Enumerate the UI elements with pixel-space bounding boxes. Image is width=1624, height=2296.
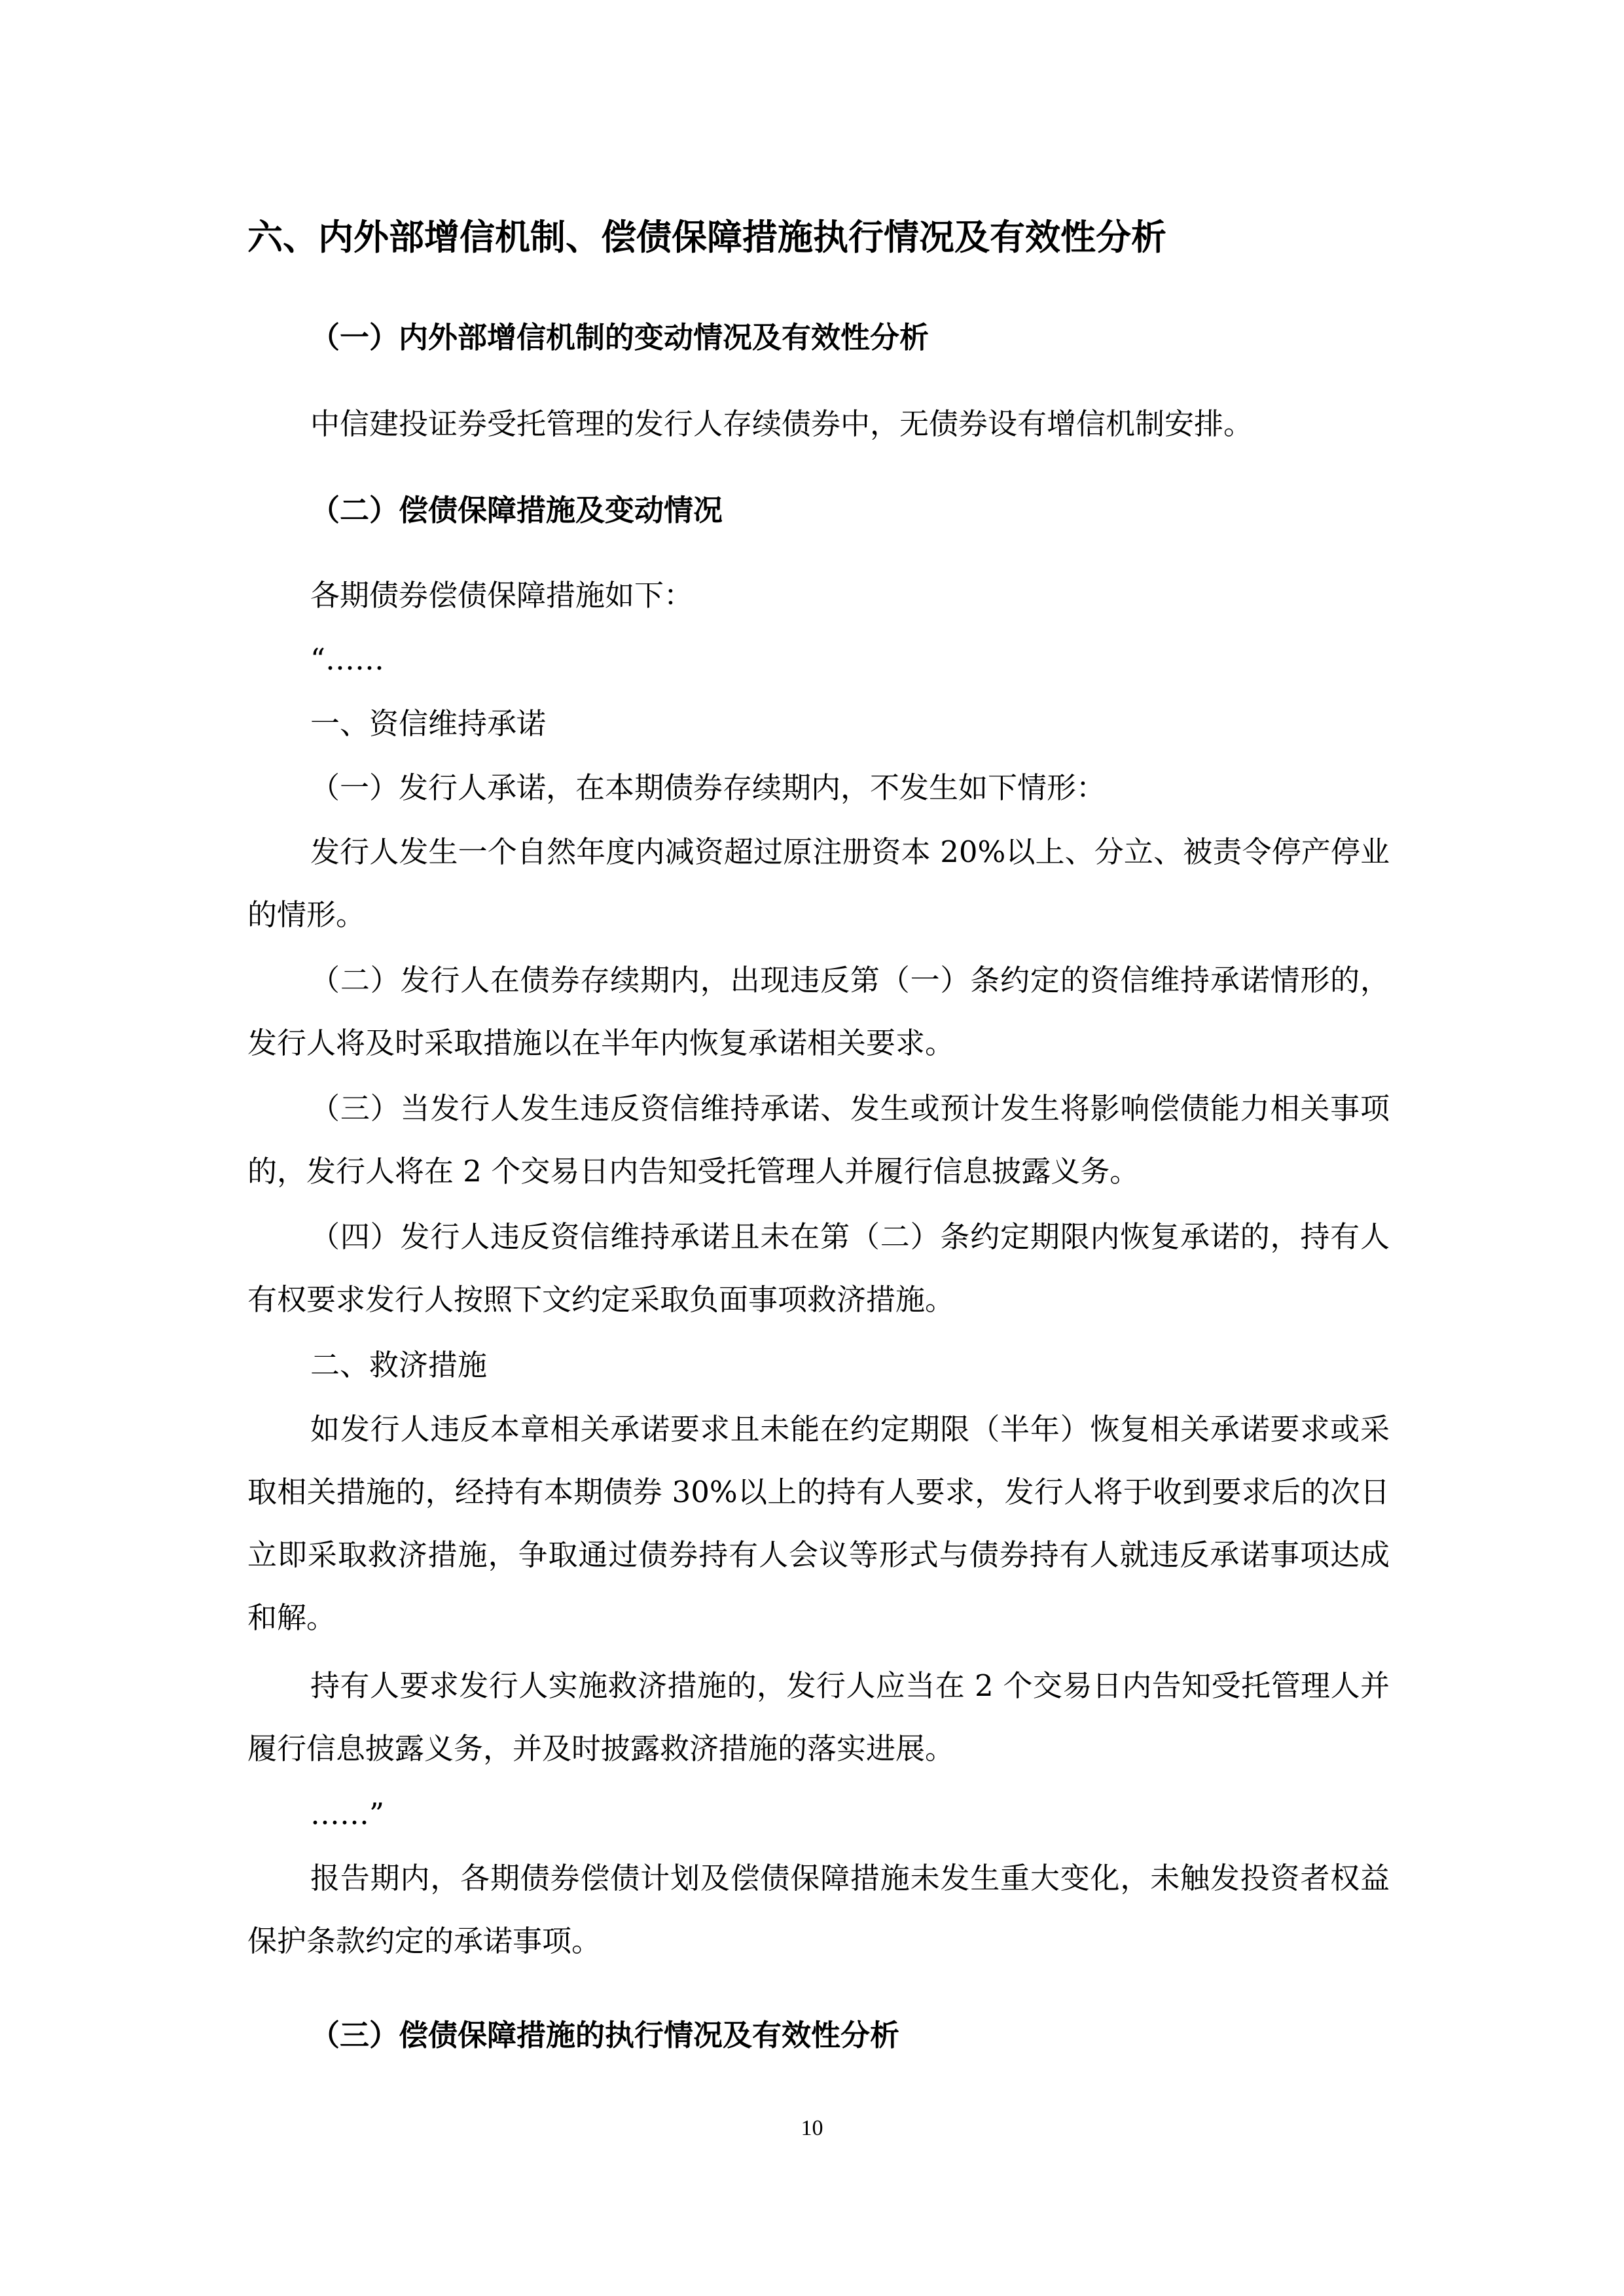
page-number: 10 [801,2116,823,2140]
paragraph: （四）发行人违反资信维持承诺且未在第（二）条约定期限内恢复承诺的，持有人有权要求发行人按照下文约定采取负面事项救济措施。 [247,1219,1390,1317]
subsection-title-1: （一）内外部增信机制的变动情况及有效性分析 [310,320,929,355]
paragraph: 中信建投证券受托管理的发行人存续债券中，无债券设有增信机制安排。 [310,406,1254,441]
subsection-title-3: （三）偿债保障措施的执行情况及有效性分析 [310,2018,900,2053]
section-heading: 六、内外部增信机制、偿债保障措施执行情况及有效性分析 [247,217,1166,258]
quote-open: “…… [310,642,385,677]
subsection-title-2: （二）偿债保障措施及变动情况 [310,493,723,528]
paragraph: （三）当发行人发生违反资信维持承诺、发生或预计发生将影响偿债能力相关事项的，发行人将在 2 个交易日内告知受托管理人并履行信息披露义务。 [247,1091,1390,1189]
list-item-title: 二、救济措施 [310,1348,488,1382]
quote-close: ……” [310,1797,385,1831]
paragraph: （一）发行人承诺，在本期债券存续期内，不发生如下情形： [310,770,1106,805]
list-item-title: 一、资信维持承诺 [310,706,547,741]
paragraph: 报告期内，各期债券偿债计划及偿债保障措施未发生重大变化，未触发投资者权益保护条款约定的承诺事项。 [247,1861,1390,1958]
paragraph: 持有人要求发行人实施救济措施的，发行人应当在 2 个交易日内告知受托管理人并履行信息披露义务，并及时披露救济措施的落实进展。 [247,1668,1390,1766]
paragraph: 各期债券偿债保障措施如下： [310,578,694,613]
paragraph: 发行人发生一个自然年度内减资超过原注册资本 20%以上、分立、被责令停产停业的情形。 [247,834,1390,932]
paragraph: 如发行人违反本章相关承诺要求且未能在约定期限（半年）恢复相关承诺要求或采取相关措施的，经持有本期债券 30%以上的持有人要求，发行人将于收到要求后的次日立即采取救济措施，争取通过债券持有人会议等形式与债券持有人就违反承诺事项达成和解。 [247,1412,1390,1635]
paragraph: （二）发行人在债券存续期内，出现违反第（一）条约定的资信维持承诺情形的，发行人将及时采取措施以在半年内恢复承诺相关要求。 [247,963,1390,1060]
